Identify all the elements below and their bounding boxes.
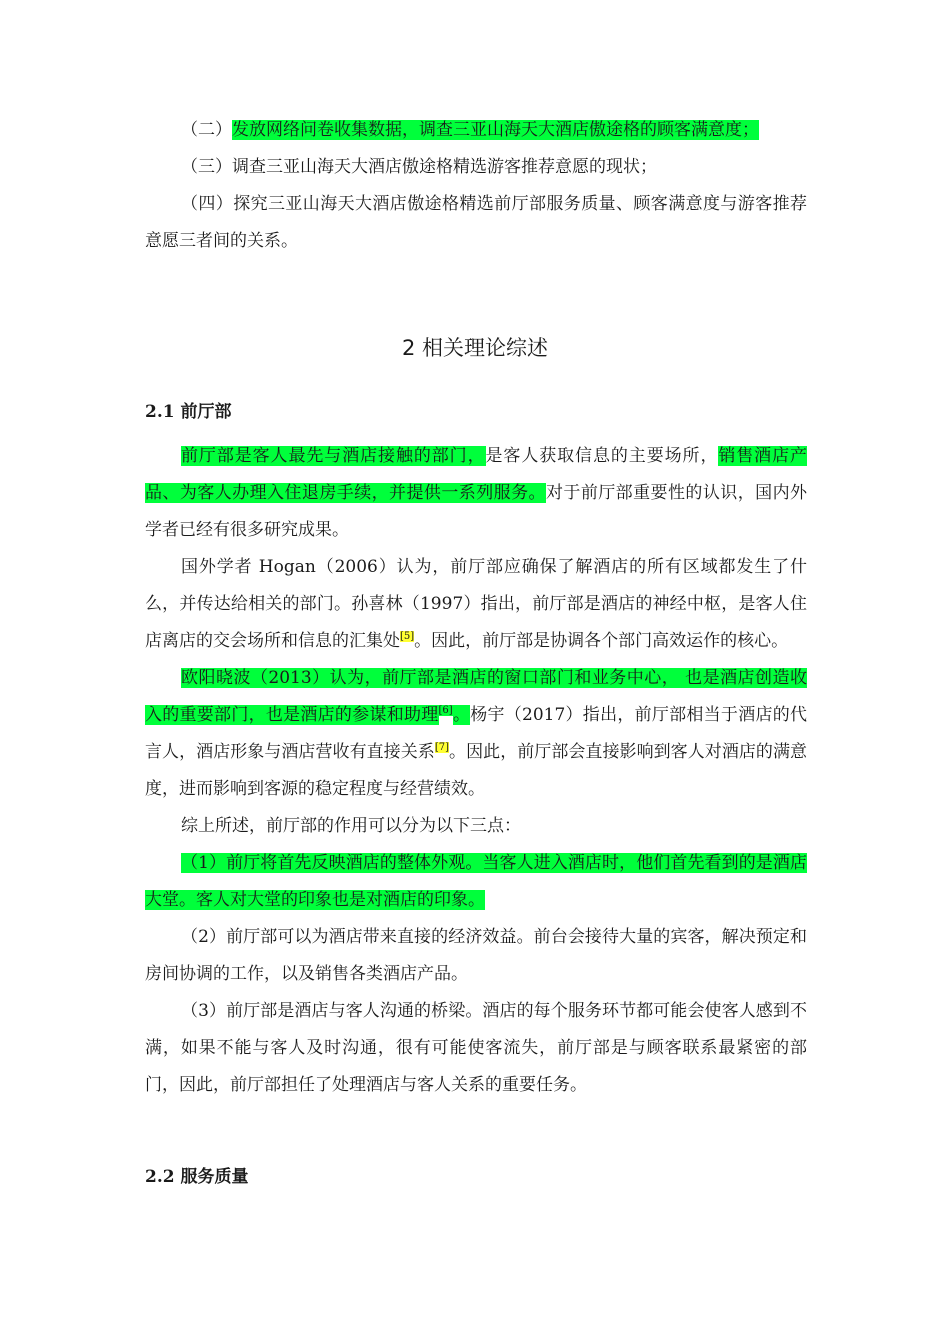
paragraph-1-tail: 对于前厅部重要性的认识，国内外学者已经有很多研究成果。	[145, 483, 808, 540]
paragraph-2-text-1: 国外学者 Hogan（2006）认为，前厅部应确保了解酒店的所有区域都发生了什么，并传达给相关的部门。孙喜林（1997）指出，前厅部是酒店的神经中枢，是客人住店离店的交会场所和信息的汇集处	[145, 557, 807, 651]
section-2-1-title: 2.1 前厅部	[145, 402, 232, 422]
paragraph-5-highlight: （1）前厅将首先反映酒店的整体外观。当客人进入酒店时，他们首先看到的是酒店大堂。客人对大堂的印象也是对酒店的印象。	[145, 853, 807, 910]
chapter-title: 2 相关理论综述	[401, 336, 549, 360]
paragraph-2-text-2: 。因此，前厅部是协调各个部门高效运作的核心。	[414, 631, 789, 651]
paragraph-7: （3）前厅部是酒店与客人沟通的桥梁。酒店的每个服务环节都可能会使客人感到不满，如果不能与客人及时沟通，很有可能使客流失，前厅部是与顾客联系最紧密的部门，因此，前厅部担任了处理酒店与客人关系的重要任务。	[145, 1001, 807, 1095]
objective-item-2	[145, 112, 807, 149]
objective-item-2-highlight: 发放网络问卷收集数据，调查三亚山海天大酒店傲途格的顾客满意度；	[232, 120, 759, 140]
citation-7: [7]	[434, 742, 449, 754]
section-2-1-body	[145, 438, 807, 1104]
paragraph-1-highlight-2: 销售酒店产品、为客人办理入住退房手续，并提供一系列服务。	[145, 446, 808, 503]
paragraph-1-highlight-1: 前厅部是客人最先与酒店接触的部门，	[181, 446, 486, 466]
objectives-list	[145, 112, 807, 260]
citation-6: [6]	[438, 705, 453, 717]
objective-item-3: （三）调查三亚山海天大酒店傲途格精选游客推荐意愿的现状；	[181, 157, 657, 177]
paragraph-3-highlight-end: 。	[452, 705, 471, 725]
section-2-2-title: 2.2 服务质量	[145, 1167, 249, 1187]
paragraph-5	[145, 845, 807, 919]
paragraph-4: 综上所述，前厅部的作用可以分为以下三点：	[181, 816, 521, 836]
paragraph-3-highlight: 欧阳晓波（2013）认为，前厅部是酒店的窗口部门和业务中心， 也是酒店创造收入的重要部门，也是酒店的参谋和助理	[145, 668, 807, 725]
objective-item-2-prefix: （二）	[181, 120, 232, 140]
paragraph-2	[145, 549, 807, 660]
paragraph-6: （2）前厅部可以为酒店带来直接的经济效益。前台会接待大量的宾客，解决预定和房间协调的工作，以及销售各类酒店产品。	[145, 927, 807, 984]
citation-5: [5]	[400, 631, 415, 643]
paragraph-3-text: 杨宇（2017）指出，前厅部相当于酒店的代言人，酒店形象与酒店营收有直接关系	[145, 705, 807, 762]
paragraph-3	[145, 660, 807, 808]
objective-item-4: （四）探究三亚山海天大酒店傲途格精选前厅部服务质量、顾客满意度与游客推荐意愿三者间的关系。	[145, 194, 807, 251]
paragraph-1	[145, 438, 807, 549]
paragraph-3-tail: 。因此，前厅部会直接影响到客人对酒店的满意度，进而影响到客源的稳定程度与经营绩效。	[145, 742, 808, 799]
paragraph-1-mid: 是客人获取信息的主要场所，	[485, 446, 719, 466]
